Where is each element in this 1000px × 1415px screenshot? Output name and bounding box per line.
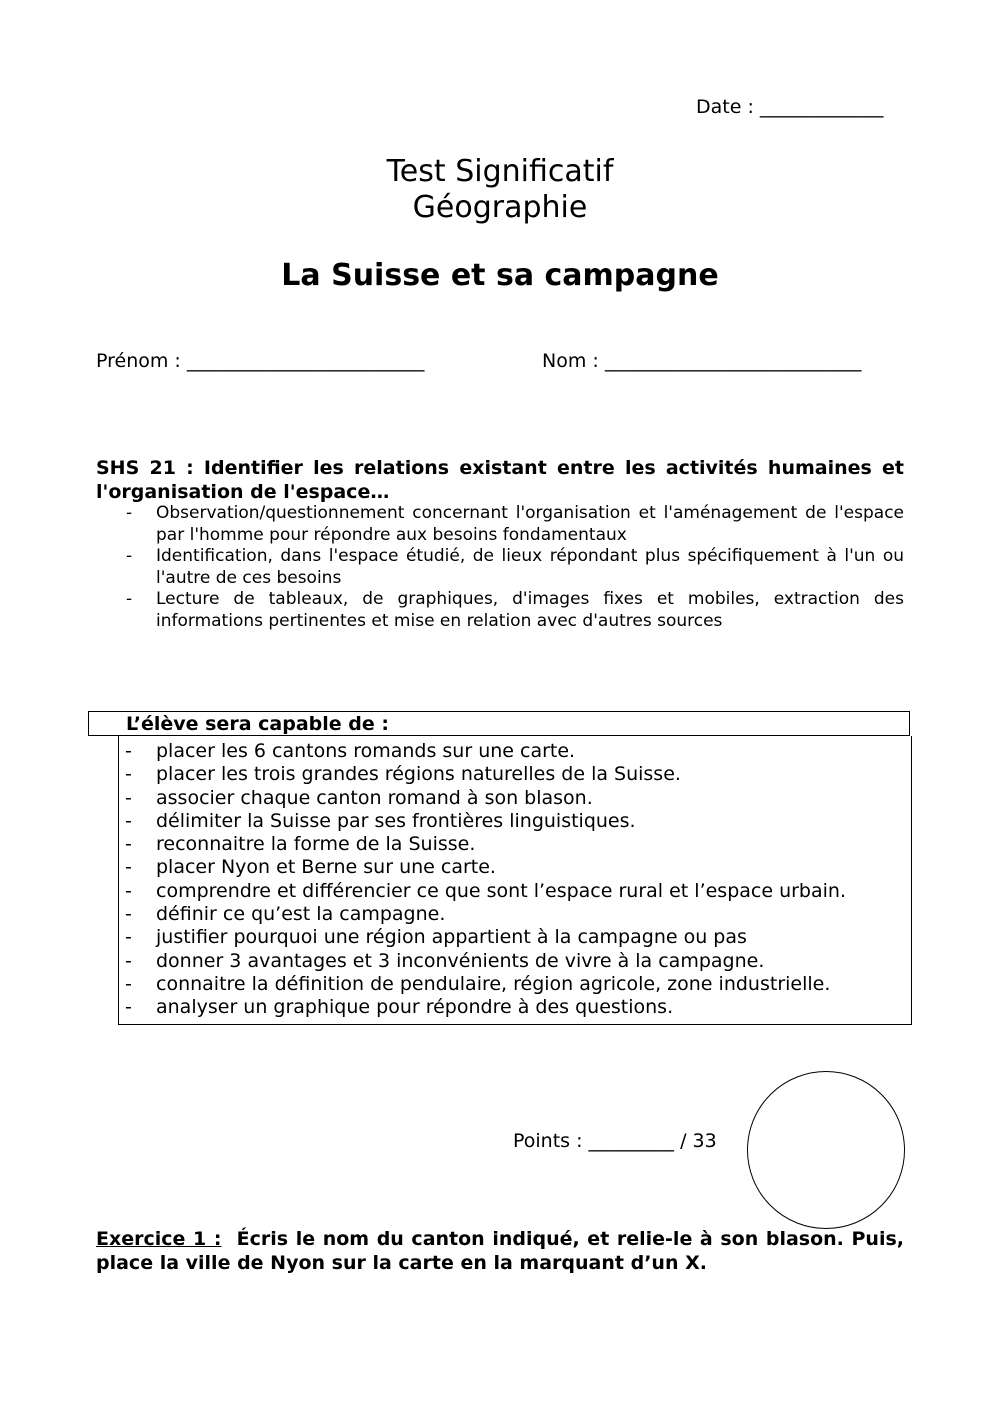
list-dash: - bbox=[125, 740, 132, 762]
exercise-label: Exercice 1 : bbox=[96, 1228, 222, 1250]
skill-item-text: placer Nyon et Berne sur une carte. bbox=[156, 856, 496, 879]
skill-item bbox=[125, 950, 846, 973]
points-field: Points : _________ / 33 bbox=[513, 1130, 717, 1152]
list-dash: - bbox=[125, 903, 132, 926]
list-dash: - bbox=[126, 546, 133, 566]
objective-item-text: Lecture de tableaux, de graphiques, d'images fixes et mobiles, extraction des informations pertinentes et mise en relation avec d'autres sources bbox=[156, 589, 904, 631]
skill-item-text: définir ce qu’est la campagne. bbox=[156, 903, 446, 926]
skill-item-text: associer chaque canton romand à son blason. bbox=[156, 786, 593, 809]
list-dash: - bbox=[125, 926, 132, 949]
list-dash: - bbox=[125, 763, 132, 786]
objective-item-text: Observation/questionnement concernant l'organisation et l'aménagement de l'espace par l'homme pour répondre aux besoins fondamentaux bbox=[156, 503, 904, 545]
skill-item-text: placer les 6 cantons romands sur une carte. bbox=[156, 740, 576, 762]
skill-item bbox=[125, 763, 846, 786]
main-title: La Suisse et sa campagne bbox=[281, 258, 719, 293]
list-dash: - bbox=[125, 879, 132, 902]
skill-item-text: reconnaitre la forme de la Suisse. bbox=[156, 833, 476, 856]
list-dash: - bbox=[125, 809, 132, 832]
skill-item bbox=[125, 856, 846, 879]
skills-heading: L’élève sera capable de : bbox=[126, 713, 389, 735]
skills-heading-box bbox=[88, 711, 910, 736]
skill-item-text: délimiter la Suisse par ses frontières linguistiques. bbox=[156, 809, 636, 832]
objective-item bbox=[126, 589, 904, 632]
date-field: Date : _____________ bbox=[696, 96, 884, 118]
skill-item bbox=[125, 973, 846, 996]
title-line-2: Géographie bbox=[412, 190, 588, 225]
list-dash: - bbox=[125, 856, 132, 879]
skill-item bbox=[125, 787, 846, 810]
skill-item bbox=[125, 740, 846, 763]
title-line-1: Test Significatif bbox=[386, 154, 614, 189]
skill-item-text: comprendre et différencier ce que sont l’espace rural et l’espace urbain. bbox=[156, 879, 846, 902]
list-dash: - bbox=[125, 833, 132, 856]
skill-item-text: analyser un graphique pour répondre à des questions. bbox=[156, 996, 674, 1019]
skill-item bbox=[125, 996, 846, 1019]
test-title bbox=[0, 154, 1000, 226]
score-circle bbox=[747, 1071, 905, 1229]
skill-item bbox=[125, 880, 846, 903]
skill-item-text: justifier pourquoi une région appartient à la campagne ou pas bbox=[156, 926, 747, 949]
skill-item-text: connaitre la définition de pendulaire, région agricole, zone industrielle. bbox=[156, 972, 831, 995]
list-dash: - bbox=[125, 786, 132, 809]
list-dash: - bbox=[125, 949, 132, 972]
objective-item-text: Identification, dans l'espace étudié, de lieux répondant plus spécifiquement à l'un ou l'autre de ces besoins bbox=[156, 546, 904, 588]
list-dash: - bbox=[125, 972, 132, 995]
list-dash: - bbox=[126, 589, 133, 609]
objective-item bbox=[126, 546, 904, 589]
objective-heading: SHS 21 : Identifier les relations existant entre les activités humaines et l'organisation de l'espace… bbox=[96, 457, 904, 503]
skill-item bbox=[125, 833, 846, 856]
prenom-field: Prénom : _________________________ bbox=[96, 350, 425, 372]
objective-list bbox=[126, 503, 904, 632]
skill-item-text: placer les trois grandes régions naturelles de la Suisse. bbox=[156, 763, 681, 786]
skill-item bbox=[125, 903, 846, 926]
skill-item bbox=[125, 810, 846, 833]
skill-item-text: donner 3 avantages et 3 inconvénients de vivre à la campagne. bbox=[156, 949, 765, 972]
exercise-1 bbox=[96, 1227, 904, 1275]
objective-item bbox=[126, 503, 904, 546]
skills-box bbox=[118, 736, 912, 1025]
skills-list bbox=[125, 740, 846, 1020]
skill-item bbox=[125, 926, 846, 949]
nom-field: Nom : ___________________________ bbox=[542, 350, 862, 372]
list-dash: - bbox=[125, 996, 132, 1019]
exercise-instructions: Écris le nom du canton indiqué, et relie-le à son blason. Puis, place la ville de Nyon sur la carte en la marquant d’un X. bbox=[96, 1228, 904, 1274]
list-dash: - bbox=[126, 503, 133, 523]
